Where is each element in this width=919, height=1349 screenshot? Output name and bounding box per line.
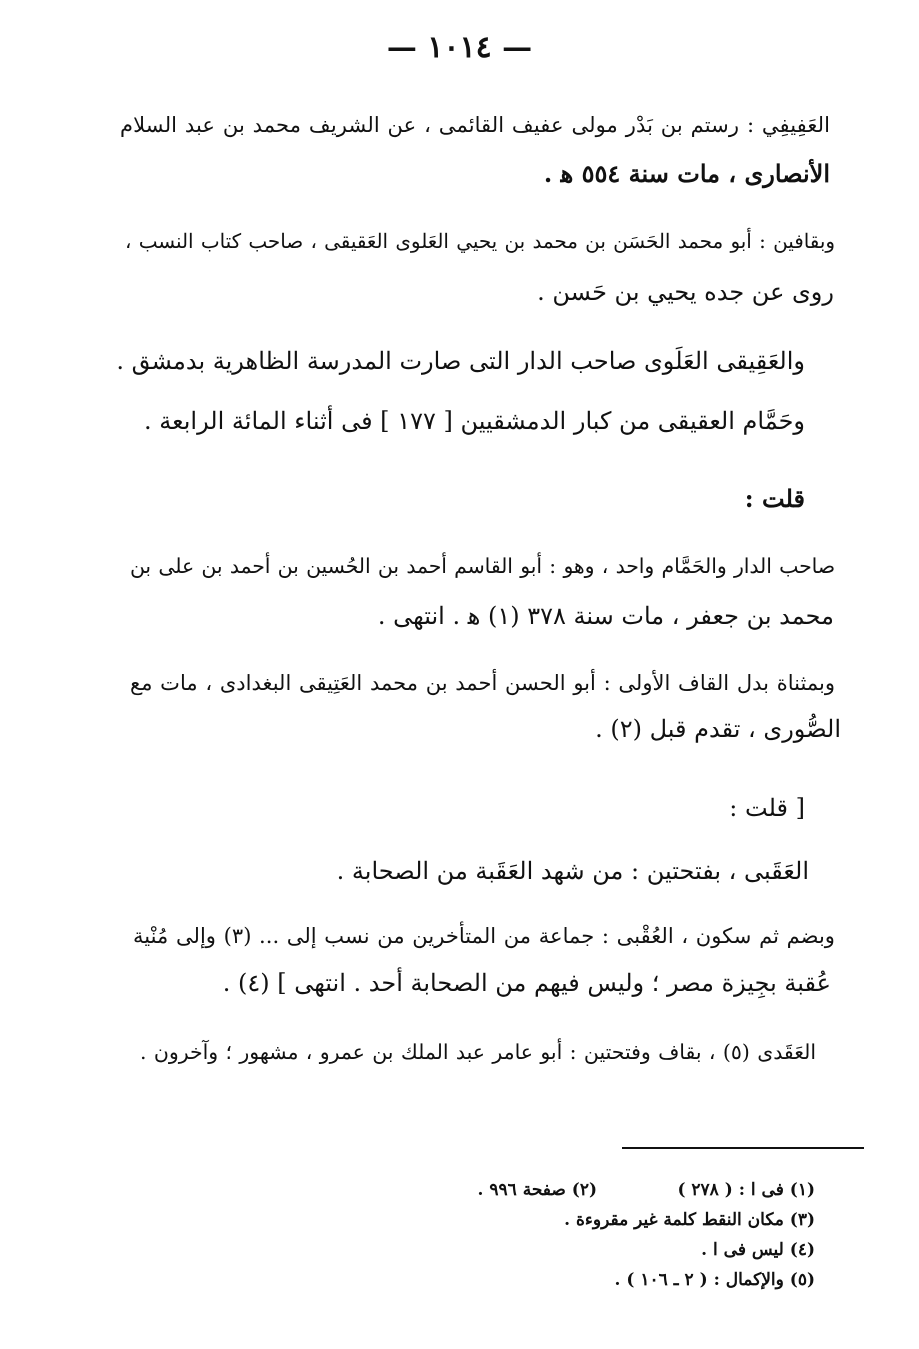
- entry-atiqi-line-1: وبمثناة بدل القاف الأولى : أبو الحسن أحمد بن محمد العَتِيقى البغدادى ، مات مع: [130, 670, 835, 695]
- note-qultu-1: قلت :: [744, 484, 805, 513]
- footnote-5: (٥) والإكمال : ( ٢ ـ ١٠٦ ) .: [614, 1270, 815, 1290]
- page-number: — ١٠١٤ —: [386, 30, 533, 65]
- entry-aqabi: العَقَبى ، بفتحتين : من شهد العَقَبة من الصحابة .: [336, 857, 809, 885]
- entry-uqbi-line-2: عُقبة بجِيزة مصر ؛ وليس فيهم من الصحابة أحد . انتهى ] (٤) .: [222, 969, 831, 997]
- footnote-4: (٤) ليس فى ا .: [701, 1240, 815, 1260]
- entry-aqiqi-alawi: والعَقِيقى العَلَوى صاحب الدار التى صارت المدرسة الظاهرية بدمشق .: [116, 347, 805, 375]
- entry-aqadi: العَقَدى (٥) ، بقاف وفتحتين : أبو عامر عبد الملك بن عمرو ، مشهور ؛ وآخرون .: [140, 1040, 816, 1064]
- entry-atiqi-line-2: الصُّورى ، تقدم قبل (٢) .: [595, 715, 841, 743]
- note-qultu-2: [ قلت :: [729, 794, 805, 822]
- note-qultu-1-line-1: صاحب الدار والحَمَّام واحد ، وهو : أبو القاسم أحمد بن الحُسين بن أحمد بن على بن: [130, 554, 835, 578]
- entry-hammam-aqiqi: وحَمَّام العقيقى من كبار الدمشقيين [ ١٧٧ ] فى أثناء المائة الرابعة .: [144, 407, 805, 435]
- footnote-separator: [622, 1147, 864, 1149]
- footnote-1: (١) فى ا : ( ٢٧٨ ): [677, 1180, 815, 1200]
- entry-afifi-line-2: الأنصارى ، مات سنة ٥٥٤ ﻫ .: [543, 159, 830, 188]
- entry-afifi-line-1: العَفِيفِي : رستم بن بَدْر مولى عفيف القائمى ، عن الشريف محمد بن عبد السلام: [120, 113, 830, 138]
- footnote-3: (٣) مكان النقط كلمة غير مقروءة .: [564, 1210, 815, 1230]
- footnote-2: (٢) صفحة ٩٩٦ .: [477, 1180, 597, 1200]
- entry-uqbi-line-1: وبضم ثم سكون ، العُقْبى : جماعة من المتأخرين من نسب إلى ... (٣) وإلى مُنْية: [133, 923, 835, 948]
- entry-aqiqi-line-1: وبقافين : أبو محمد الحَسَن بن محمد بن يحيي العَلوى العَقيقى ، صاحب كتاب النسب ،: [125, 230, 835, 253]
- entry-aqiqi-line-2: روى عن جده يحيي بن حَسن .: [537, 278, 834, 306]
- note-qultu-1-line-2: محمد بن جعفر ، مات سنة ٣٧٨ (١) ﻫ . انتهى .: [377, 602, 834, 630]
